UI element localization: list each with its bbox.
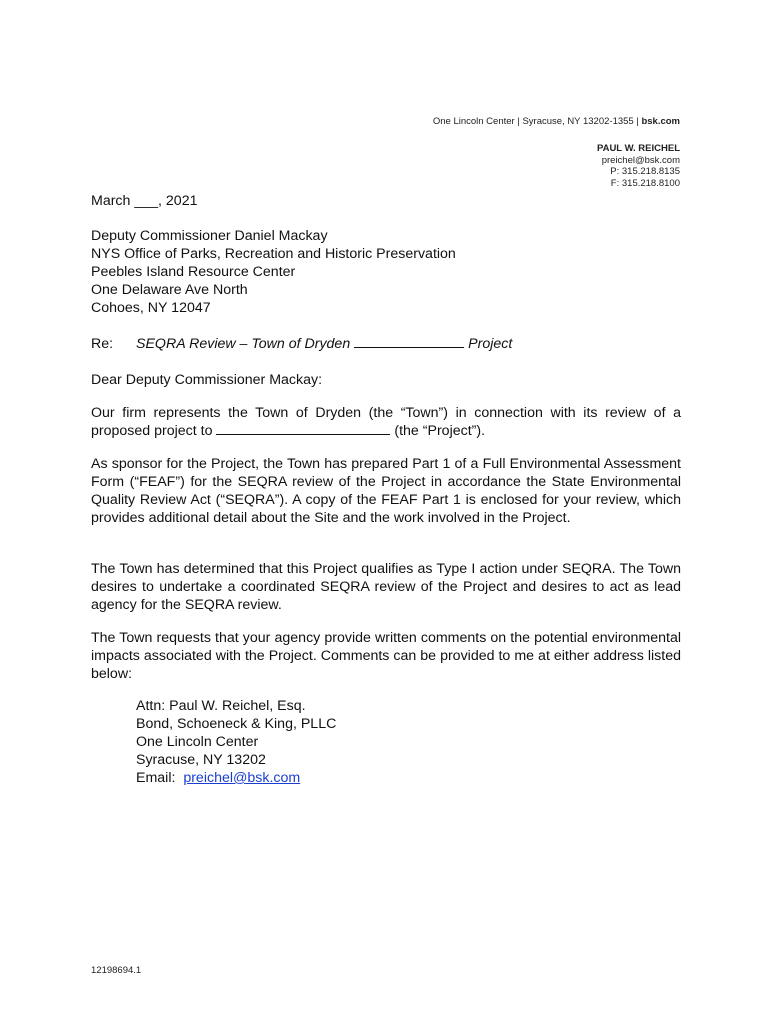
paragraph-4: The Town requests that your agency provide written comments on the potential environmental impacts associated with the Project. Comments can be provided to me at either address listed below:	[91, 630, 681, 682]
salutation: Dear Deputy Commissioner Mackay:	[91, 372, 323, 388]
sender-phone: P: 315.218.8135	[610, 166, 680, 177]
sender-fax: F: 315.218.8100	[610, 177, 680, 189]
re-label: Re:	[91, 336, 114, 352]
letterhead-address	[433, 116, 680, 127]
paragraph-1-tail: (the “Project”).	[394, 423, 486, 439]
recipient-line: Peebles Island Resource Center	[91, 264, 296, 280]
attention-line: Bond, Schoeneck & King, PLLC	[136, 716, 337, 732]
sender-name: PAUL W. REICHEL	[596, 143, 680, 154]
attention-block	[136, 697, 336, 787]
email-label: Email:	[136, 770, 184, 786]
paragraph-1-text: Our firm represents the Town of Dryden (the “Town”) in connection with its review of a proposed project to	[91, 405, 681, 439]
attention-line: One Lincoln Center	[136, 734, 259, 750]
recipient-line: Deputy Commissioner Daniel Mackay	[91, 228, 328, 244]
re-line	[91, 335, 681, 353]
sender-email: preichel@bsk.com	[601, 154, 680, 166]
recipient-line: Cohoes, NY 12047	[91, 300, 211, 316]
attention-line: Syracuse, NY 13202	[136, 752, 266, 768]
email-link[interactable]: preichel@bsk.com	[183, 770, 301, 786]
recipient-address	[91, 227, 681, 317]
paragraph-3: The Town has determined that this Project qualifies as Type I action under SEQRA. The Town desires to undertake a coordinated SEQRA review of the Project and desires to act as lead agency for the SEQRA review.	[91, 561, 681, 613]
paragraph-2: As sponsor for the Project, the Town has prepared Part 1 of a Full Environmental Assessment Form (“FEAF”) for the SEQRA review of the Project in accordance the State Environmental Quality Review Act (“SEQRA”). A copy of the FEAF Part 1 is enclosed for your review, which provides additional detail about the Site and the work involved in the Project.	[91, 456, 681, 526]
letter-date: March ___, 2021	[91, 193, 198, 209]
paragraph-1	[91, 404, 681, 440]
document-number: 12198694.1	[91, 965, 142, 976]
signature-block	[597, 143, 680, 189]
letterhead-address-text: One Lincoln Center | Syracuse, NY 13202-1355 |	[432, 116, 642, 127]
attention-email-line	[136, 769, 336, 787]
recipient-line: One Delaware Ave North	[91, 282, 248, 298]
re-subject: SEQRA Review – Town of Dryden	[136, 336, 351, 352]
letterhead-website: bsk.com	[641, 116, 680, 127]
project-name-blank	[354, 335, 464, 348]
re-suffix: Project	[468, 336, 513, 352]
project-description-blank	[216, 422, 390, 435]
recipient-line: NYS Office of Parks, Recreation and Historic Preservation	[91, 246, 456, 262]
attention-line: Attn: Paul W. Reichel, Esq.	[136, 698, 306, 714]
